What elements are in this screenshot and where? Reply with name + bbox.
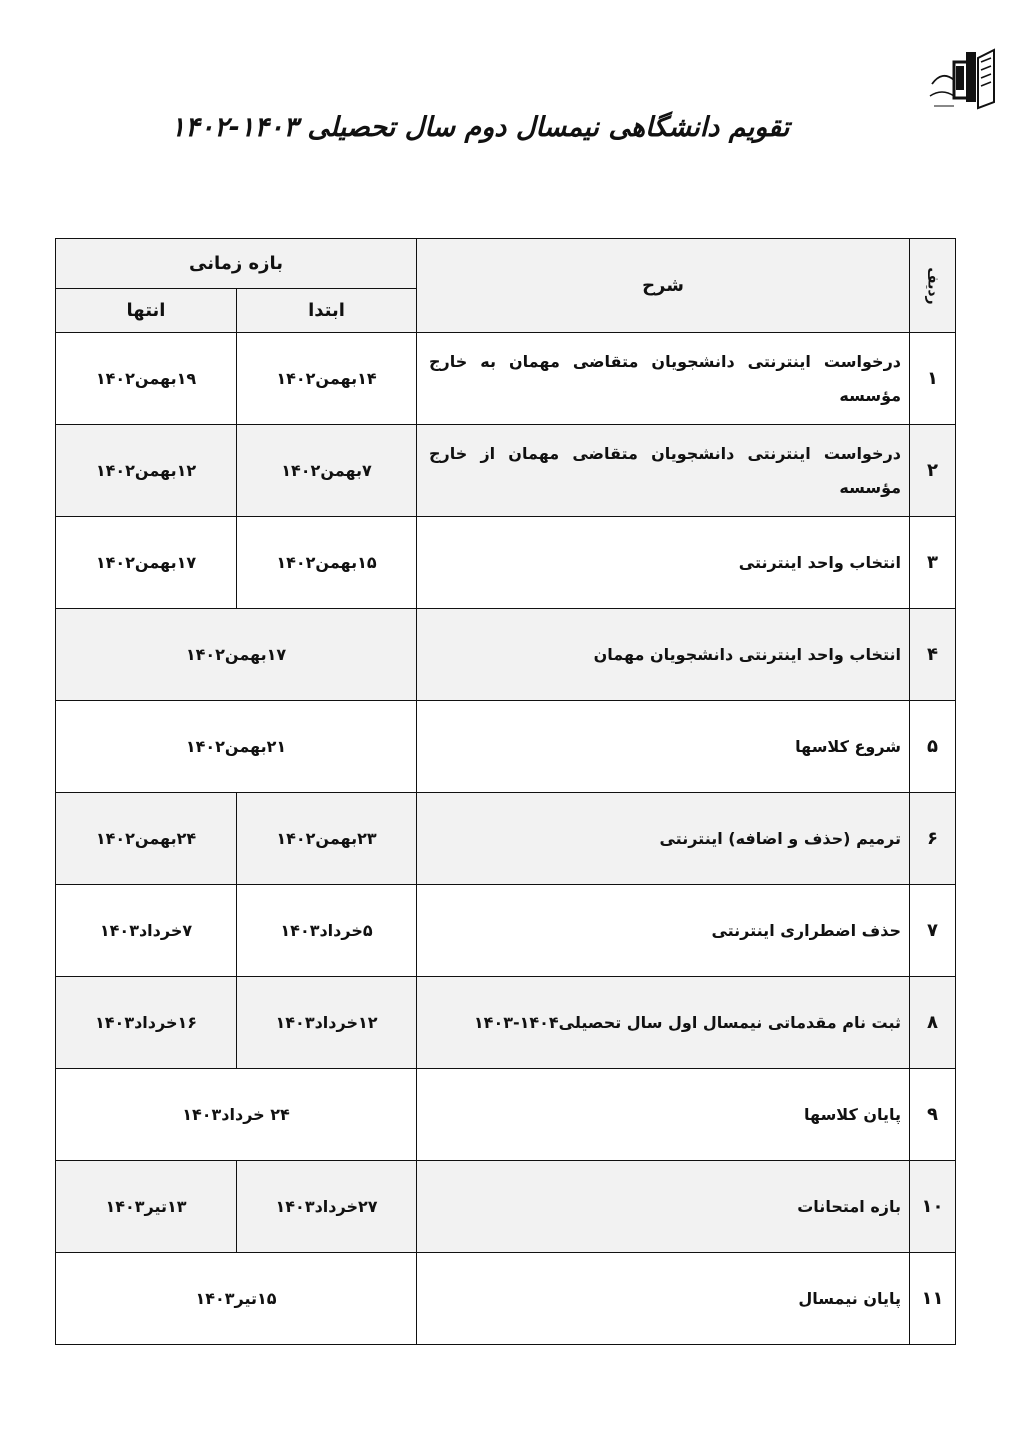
row-start-date: ۱۵بهمن۱۴۰۲ [237,517,417,609]
row-start-date: ۲۷خرداد۱۴۰۳ [237,1161,417,1253]
row-number: ۱۱ [910,1253,956,1345]
row-end-date: ۱۶خرداد۱۴۰۳ [56,977,237,1069]
row-end-date: ۱۲بهمن۱۴۰۲ [56,425,237,517]
row-date: ۱۷بهمن۱۴۰۲ [56,609,417,701]
row-number: ۷ [910,885,956,977]
row-description: ترمیم (حذف و اضافه) اینترنتی [417,793,910,885]
row-description: بازه امتحانات [417,1161,910,1253]
row-description: ثبت نام مقدماتی نیمسال اول سال تحصیلی۱۴۰۴-۱۴۰۳ [417,977,910,1069]
row-description: انتخاب واحد اینترنتی دانشجویان مهمان [417,609,910,701]
table-row [56,517,956,609]
row-start-date: ۲۳بهمن۱۴۰۲ [237,793,417,885]
row-description: پایان نیمسال [417,1253,910,1345]
row-number: ۱۰ [910,1161,956,1253]
table-row [56,425,956,517]
table-row [56,793,956,885]
row-end-date: ۱۳تیر۱۴۰۳ [56,1161,237,1253]
academic-calendar-table [55,238,956,1345]
row-end-date: ۱۹بهمن۱۴۰۲ [56,333,237,425]
table-row [56,333,956,425]
row-description: شروع کلاسها [417,701,910,793]
row-start-date: ۱۲خرداد۱۴۰۳ [237,977,417,1069]
header-row-number: ردیف [910,239,956,333]
table-row [56,1253,956,1345]
table-row [56,1161,956,1253]
row-date: ۲۴ خرداد۱۴۰۳ [56,1069,417,1161]
row-number: ۸ [910,977,956,1069]
table-row [56,977,956,1069]
row-number: ۱ [910,333,956,425]
row-number: ۵ [910,701,956,793]
row-end-date: ۷خرداد۱۴۰۳ [56,885,237,977]
row-number: ۶ [910,793,956,885]
header-end: انتها [56,289,237,333]
row-end-date: ۱۷بهمن۱۴۰۲ [56,517,237,609]
row-number: ۴ [910,609,956,701]
page-title: تقویم دانشگاهی نیمسال دوم سال تحصیلی ۱۴۰۳-۱۴۰۲ [170,112,790,143]
row-start-date: ۱۴بهمن۱۴۰۲ [237,333,417,425]
row-description: حذف اضطراری اینترنتی [417,885,910,977]
row-start-date: ۷بهمن۱۴۰۲ [237,425,417,517]
row-number: ۲ [910,425,956,517]
row-end-date: ۲۴بهمن۱۴۰۲ [56,793,237,885]
header-start: ابتدا [237,289,417,333]
table-row [56,701,956,793]
row-number: ۹ [910,1069,956,1161]
table-row [56,885,956,977]
row-description: درخواست اینترنتی دانشجویان متقاضی مهمان به خارج مؤسسه [417,333,910,425]
header-description: شرح [417,239,910,333]
row-start-date: ۵خرداد۱۴۰۳ [237,885,417,977]
row-description: انتخاب واحد اینترنتی [417,517,910,609]
table-row [56,609,956,701]
row-description: درخواست اینترنتی دانشجویان متقاضی مهمان از خارج مؤسسه [417,425,910,517]
row-description: پایان کلاسها [417,1069,910,1161]
row-date: ۱۵تیر۱۴۰۳ [56,1253,417,1345]
calendar-body [56,333,956,1345]
university-logo-icon [926,44,1004,116]
header-time-range: بازه زمانی [56,239,417,289]
row-number: ۳ [910,517,956,609]
row-date: ۲۱بهمن۱۴۰۲ [56,701,417,793]
table-row [56,1069,956,1161]
